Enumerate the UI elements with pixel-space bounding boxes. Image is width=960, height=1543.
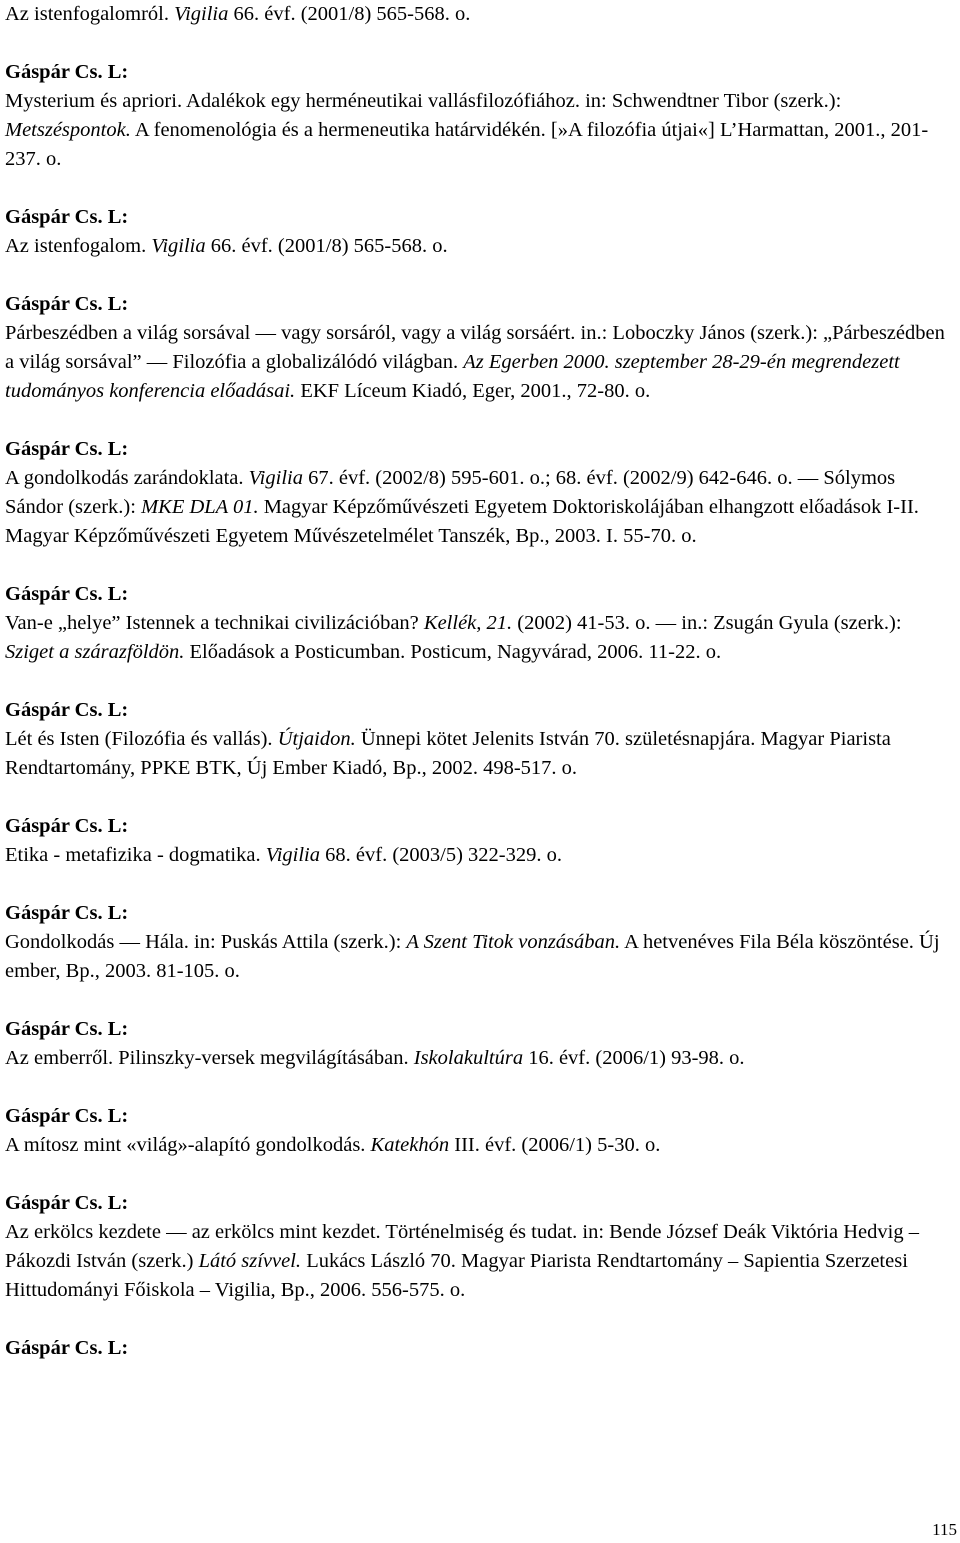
bibliography-entry	[5, 580, 950, 667]
bibliography-entry	[5, 696, 950, 783]
entry-author: Gáspár Cs. L:	[5, 293, 129, 315]
reference-text: (2002) 41-53. o. — in.: Zsugán Gyula (szerk.):	[512, 612, 902, 634]
page-number: 115	[932, 1520, 957, 1539]
entry-author: Gáspár Cs. L:	[5, 815, 129, 837]
bibliography-entry	[5, 58, 950, 174]
entry-author: Gáspár Cs. L:	[5, 699, 129, 721]
reference-text: Van-e „helye” Istennek a technikai civilizációban?	[5, 612, 424, 634]
entry-author: Gáspár Cs. L:	[5, 1105, 129, 1127]
reference-text: 67. évf. (2002/8) 595-601. o.; 68. évf. (2002/9) 642-646. o. — Sólymos Sándor (szerk.):	[5, 467, 896, 518]
reference-text: Lét és Isten (Filozófia és vallás).	[5, 728, 278, 750]
reference-text: Lukács László 70. Magyar Piarista Rendtartomány – Sapientia Szerzetesi Hittudományi Főiskola – Vigilia, Bp., 2006. 556-575. o.	[5, 1250, 908, 1301]
reference-text: 68. évf. (2003/5) 322-329. o.	[320, 844, 562, 866]
entry-reference	[5, 725, 950, 783]
reference-text: Az istenfogalomról.	[5, 3, 175, 25]
reference-text: Az erkölcs kezdete — az erkölcs mint kezdet. Történelmiség és tudat. in: Bende József Deák Viktória Hedvig – Pákozdi István (szerk.)	[5, 1221, 919, 1272]
entry-author: Gáspár Cs. L:	[5, 583, 129, 605]
reference-title-italic: Katekhón	[370, 1134, 450, 1156]
reference-title-italic: Vigilia	[174, 3, 229, 25]
bibliography-entry	[5, 812, 950, 870]
reference-text: Etika - metafizika - dogmatika.	[5, 844, 266, 866]
reference-title-italic: Kellék, 21.	[423, 612, 513, 634]
reference-text: 66. évf. (2001/8) 565-568. o.	[205, 235, 448, 257]
reference-text: A mítosz mint «világ»-alapító gondolkodás.	[5, 1134, 371, 1156]
reference-title-italic: Útjaidon.	[277, 728, 356, 750]
bibliography-entry	[5, 290, 950, 406]
bibliography-entry	[5, 1189, 950, 1305]
reference-title-italic: Az Egerben 2000. szeptember 28-29-én megrendezett tudományos konferencia előadásai.	[5, 351, 900, 402]
reference-text: Párbeszédben a világ sorsával — vagy sorsáról, vagy a világ sorsáért. in.: Loboczky János (szerk.): „Párbeszédben a világ sorsával” — Filozófia a globalizálódó világban.	[5, 322, 945, 373]
entry-reference	[5, 928, 950, 986]
reference-text: Előadások a Posticumban. Posticum, Nagyvárad, 2006. 11-22. o.	[184, 641, 722, 663]
entry-reference	[5, 232, 950, 261]
entry-author: Gáspár Cs. L:	[5, 61, 129, 83]
reference-title-italic: Vigilia	[248, 467, 303, 489]
entry-reference	[5, 319, 950, 406]
entry-author: Gáspár Cs. L:	[5, 1192, 129, 1214]
bibliography-entry	[5, 1015, 950, 1073]
entry-author: Gáspár Cs. L:	[5, 438, 129, 460]
reference-title-italic: A Szent Titok vonzásában.	[406, 931, 621, 953]
entry-author: Gáspár Cs. L:	[5, 206, 129, 228]
reference-title-italic: Metszéspontok.	[5, 119, 131, 141]
entry-reference	[5, 1218, 950, 1305]
bibliography-entry	[5, 435, 950, 551]
reference-text: A gondolkodás zarándoklata.	[5, 467, 249, 489]
bibliography-entry	[5, 899, 950, 986]
reference-text: Mysterium és apriori. Adalékok egy herméneutikai vallásfilozófiához. in: Schwendtner Tibor (szerk.):	[5, 90, 842, 112]
reference-title-italic: Vigilia	[265, 844, 321, 866]
entry-reference	[5, 464, 950, 551]
bibliography-entry	[5, 0, 950, 29]
reference-title-italic: Iskolakultúra	[413, 1047, 524, 1069]
reference-text: A hetvenéves Fila Béla köszöntése. Új ember, Bp., 2003. 81-105. o.	[5, 931, 940, 982]
reference-text: Magyar Képzőművészeti Egyetem Doktoriskolájában elhangzott előadások I-II. Magyar Képzőművészeti Egyetem Művészetelmélet Tanszék, Bp., 2003. I. 55-70. o.	[5, 496, 919, 547]
reference-title-italic: MKE DLA 01.	[141, 496, 259, 518]
reference-text: A fenomenológia és a hermeneutika határvidékén. [»A filozófia útjai«] L’Harmattan, 2001., 201-237. o.	[5, 119, 929, 170]
reference-text: Ünnepi kötet Jelenits István 70. születésnapjára. Magyar Piarista Rendtartomány, PPKE BTK, Új Ember Kiadó, Bp., 2002. 498-517. o.	[5, 728, 891, 779]
entry-reference	[5, 609, 950, 667]
reference-text: EKF Líceum Kiadó, Eger, 2001., 72-80. o.	[295, 380, 651, 402]
reference-title-italic: Sziget a szárazföldön.	[5, 641, 185, 663]
entry-reference	[5, 841, 950, 870]
entry-reference	[5, 87, 950, 174]
entry-author: Gáspár Cs. L:	[5, 902, 129, 924]
entry-reference	[5, 1044, 950, 1073]
reference-text: 66. évf. (2001/8) 565-568. o.	[228, 3, 471, 25]
reference-text: Az emberről. Pilinszky-versek megvilágításában.	[5, 1047, 414, 1069]
bibliography-entry	[5, 203, 950, 261]
reference-text: Az istenfogalom.	[5, 235, 152, 257]
reference-title-italic: Látó szívvel.	[198, 1250, 302, 1272]
bibliography-list	[5, 0, 950, 1363]
reference-title-italic: Vigilia	[151, 235, 206, 257]
entry-reference	[5, 0, 950, 29]
reference-text: Gondolkodás — Hála. in: Puskás Attila (szerk.):	[5, 931, 407, 953]
entry-author: Gáspár Cs. L:	[5, 1018, 129, 1040]
bibliography-entry	[5, 1334, 950, 1363]
reference-text: 16. évf. (2006/1) 93-98. o.	[523, 1047, 745, 1069]
bibliography-entry	[5, 1102, 950, 1160]
entry-reference	[5, 1131, 950, 1160]
entry-author: Gáspár Cs. L:	[5, 1337, 129, 1359]
reference-text: III. évf. (2006/1) 5-30. o.	[449, 1134, 661, 1156]
